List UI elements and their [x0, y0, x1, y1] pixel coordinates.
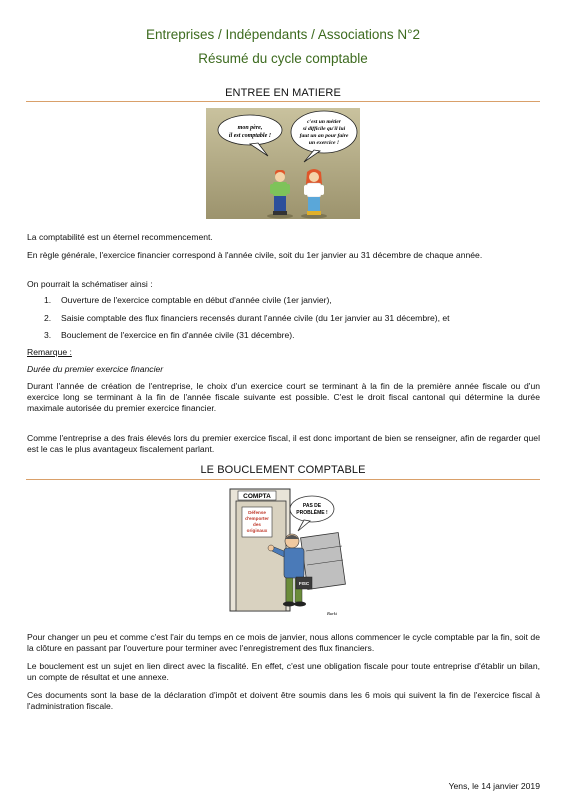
- bag-label: FISC: [298, 581, 310, 586]
- page-title: Entreprises / Indépendants / Associations N°2: [145, 27, 421, 42]
- paragraph: Pour changer un peu et comme c'est l'air du temps en ce mois de janvier, nous allons commencer le cycle comptable par la fin, soit de la clôture en passant par l'ouverture pour terminer avec l'enregistrement des flux financiers.: [27, 632, 540, 653]
- door-notice-line2: d'emporter: [245, 516, 269, 521]
- artist-signature: Burki: [327, 611, 337, 616]
- remark-label: Remarque :: [27, 347, 72, 357]
- bubble-right-line1: c'est un métier: [307, 119, 341, 125]
- bubble-right-line3: faut un an pour faire: [299, 133, 349, 139]
- door-notice-line1: Défense: [248, 510, 266, 515]
- page-subtitle: Résumé du cycle comptable: [198, 51, 368, 66]
- bubble-right-line4: un exercice !: [308, 140, 340, 146]
- paragraph: Durant l'année de création de l'entreprise, le choix d'un exercice court se terminant à la fin de la première année fiscale ou d'un exercice long se terminant à la fin de l'année fiscale suivante est possible. C'est le droit fiscal cantonal qui détermine la durée maximale autorisée du premier exercice financier.: [27, 381, 540, 413]
- section-heading-entree: ENTREE EN MATIERE: [225, 87, 341, 99]
- bubble-left-line2: il est comptable !: [228, 133, 272, 139]
- cartoon-illustration: [212, 485, 358, 620]
- section-divider: [26, 101, 540, 102]
- footer-date: Yens, le 14 janvier 2019: [448, 781, 540, 791]
- list-item: 3. Bouclement de l'exercice en fin d'année civile (31 décembre).: [44, 330, 295, 340]
- speech-line2: PROBLÈME !: [296, 510, 328, 516]
- remark-title: Durée du premier exercice financier: [27, 364, 164, 374]
- list-item: 2. Saisie comptable des flux financiers recensés durant l'année civile (du 1er janvier au 31 décembre), et: [44, 313, 450, 323]
- paragraph: On pourrait la schématiser ainsi :: [27, 279, 153, 289]
- playmobil-illustration: [206, 108, 360, 219]
- section-heading-bouclement: LE BOUCLEMENT COMPTABLE: [200, 464, 366, 476]
- door-notice-line3: des: [253, 522, 261, 527]
- list-item: 1. Ouverture de l'exercice comptable en début d'année civile (1er janvier),: [44, 295, 332, 305]
- paragraph: Le bouclement est un sujet en lien direct avec la fiscalité. En effet, c'est une obligation fiscale pour toute entreprise d'établir un bilan, un compte de résultat et une annexe.: [27, 661, 540, 682]
- section-divider: [26, 479, 540, 480]
- bubble-right-line2: si difficile qu'il lui: [302, 126, 346, 132]
- door-sign: COMPTA: [243, 493, 271, 500]
- paragraph: Ces documents sont la base de la déclaration d'impôt et doivent être soumis dans les 6 mois qui suivent la fin de l'exercice fiscal à l'administration fiscale.: [27, 690, 540, 711]
- paragraph: Comme l'entreprise a des frais élevés lors du premier exercice fiscal, il est donc important de bien se renseigner, afin de regarder quel est le cas le plus avantageux fiscalement parlant.: [27, 433, 540, 454]
- paragraph: En règle générale, l'exercice financier correspond à l'année civile, soit du 1er janvier au 31 décembre de chaque année.: [27, 250, 483, 260]
- paragraph: La comptabilité est un éternel recommencement.: [27, 232, 213, 242]
- door-notice-line4: originaux: [246, 528, 268, 533]
- bubble-left-line1: mon père,: [237, 125, 263, 131]
- speech-line1: PAS DE: [302, 503, 322, 509]
